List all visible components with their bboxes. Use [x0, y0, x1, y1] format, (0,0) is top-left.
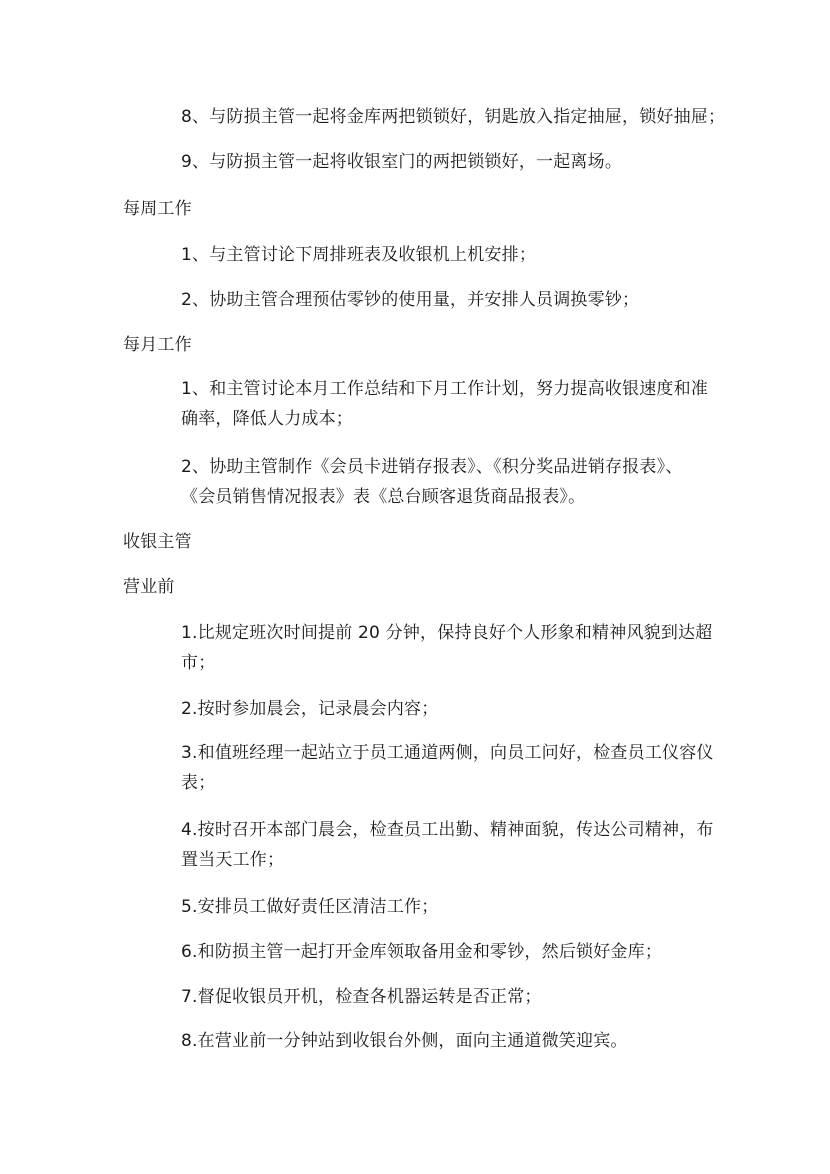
monthly-item-2-line-2: 《会员销售情况报表》表《总台顾客退货商品报表》。 — [181, 487, 586, 507]
monthly-item-1-line-2: 确率，降低人力成本； — [181, 409, 353, 429]
opening-item-2: 2.按时参加晨会，记录晨会内容； — [181, 699, 439, 719]
opening-item-1-line-2: 市； — [181, 653, 216, 673]
section-heading-weekly: 每周工作 — [123, 199, 192, 219]
weekly-item-1: 1、与主管讨论下周排班表及收银机上机安排； — [181, 245, 537, 265]
opening-item-3-line-1: 3.和值班经理一起站立于员工通道两侧，向员工问好，检查员工仪容仪 — [181, 743, 714, 763]
section-heading-before-opening: 营业前 — [123, 577, 175, 597]
daily-item-9: 9、与防损主管一起将收银室门的两把锁锁好，一起离场。 — [181, 152, 623, 172]
opening-item-7: 7.督促收银员开机，检查各机器运转是否正常； — [181, 987, 542, 1007]
monthly-item-1-line-1: 1、和主管讨论本月工作总结和下月工作计划，努力提高收银速度和准 — [181, 379, 709, 399]
opening-item-1-line-1: 1.比规定班次时间提前 20 分钟，保持良好个人形象和精神风貌到达超 — [181, 623, 713, 643]
weekly-item-2: 2、协助主管合理预估零钞的使用量，并安排人员调换零钞； — [181, 290, 640, 310]
monthly-item-2-line-1: 2、协助主管制作《会员卡进销存报表》、《积分奖品进销存报表》、 — [181, 457, 683, 477]
opening-item-5: 5.安排员工做好责任区清洁工作； — [181, 897, 439, 917]
opening-item-3-line-2: 表； — [181, 773, 216, 793]
opening-item-8: 8.在营业前一分钟站到收银台外侧，面向主通道微笑迎宾。 — [181, 1031, 628, 1051]
opening-item-4-line-2: 置当天工作； — [181, 850, 285, 870]
section-heading-cashier-supervisor: 收银主管 — [123, 532, 192, 552]
opening-item-6: 6.和防损主管一起打开金库领取备用金和零钞，然后锁好金库； — [181, 942, 663, 962]
daily-item-8: 8、与防损主管一起将金库两把锁锁好，钥匙放入指定抽屉，锁好抽屉； — [181, 107, 726, 127]
opening-item-4-line-1: 4.按时召开本部门晨会，检查员工出勤、精神面貌，传达公司精神，布 — [181, 820, 714, 840]
section-heading-monthly: 每月工作 — [123, 335, 192, 355]
